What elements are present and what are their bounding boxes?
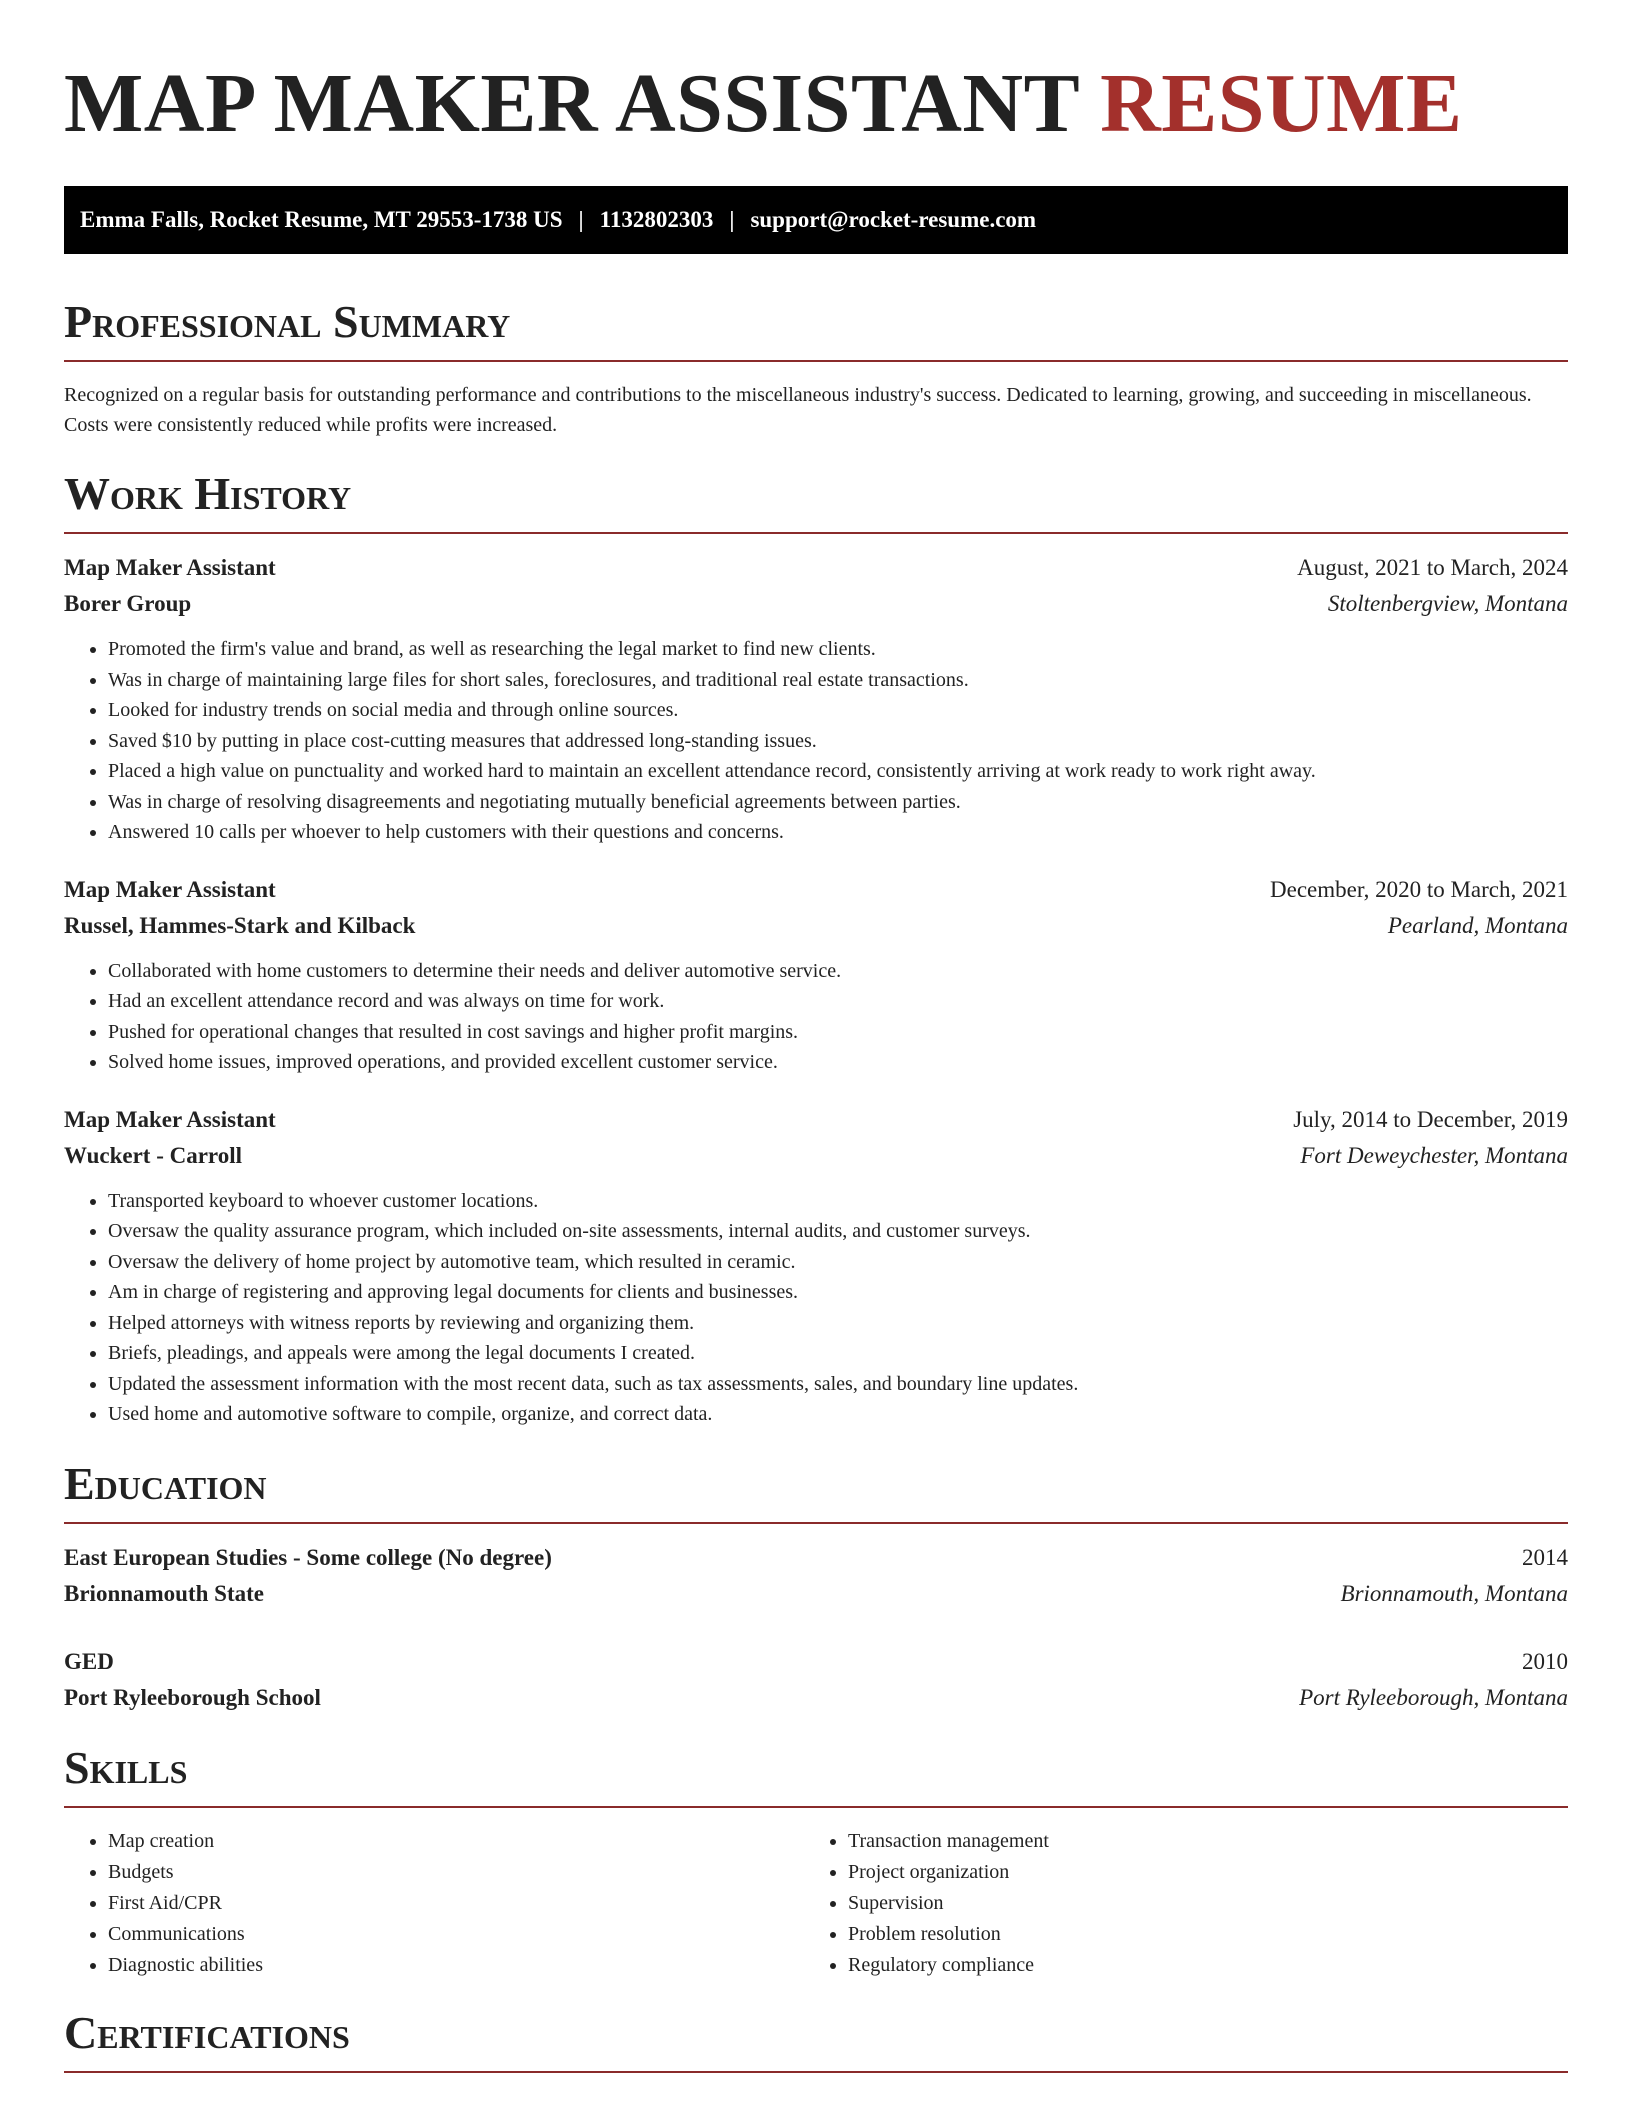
skill-item: • Budgets	[108, 1857, 804, 1888]
education-section	[64, 1458, 1568, 1716]
job-duty: • Briefs, pleadings, and appeals were among the legal documents I created.	[108, 1338, 1568, 1369]
education-year: 2010	[1522, 1648, 1568, 1674]
education-year: 2014	[1522, 1544, 1568, 1570]
section-divider	[64, 360, 1568, 362]
skills-list	[64, 1826, 804, 1981]
job-duty: • Looked for industry trends on social media and through online sources.	[108, 695, 1568, 726]
section-divider	[64, 532, 1568, 534]
skill-item: • Supervision	[848, 1888, 1544, 1919]
job-title: Map Maker Assistant	[64, 876, 276, 902]
skill-item: • Regulatory compliance	[848, 1950, 1544, 1981]
job-company: Borer Group	[64, 591, 192, 616]
job-location: Stoltenbergview, Montana	[1327, 591, 1568, 616]
education-school-row	[64, 1680, 1568, 1716]
education-degree: GED	[64, 1648, 114, 1674]
job-dates: December, 2020 to March, 2021	[1270, 876, 1568, 902]
job-location: Fort Deweychester, Montana	[1300, 1142, 1568, 1168]
work-history-section	[64, 468, 1568, 1430]
section-heading-work-history: Work History	[64, 468, 352, 519]
job-duty: • Am in charge of registering and approving legal documents for clients and businesses.	[108, 1277, 1568, 1308]
title-accent: RESUME	[1100, 57, 1463, 150]
job-title: Map Maker Assistant	[64, 555, 276, 580]
job-entry	[64, 550, 1568, 848]
skills-column-left	[64, 1826, 804, 1981]
section-heading-education: Education	[64, 1457, 267, 1509]
education-location: Brionnamouth, Montana	[1340, 1580, 1568, 1606]
job-duty: • Oversaw the delivery of home project by automotive team, which resulted in ceramic.	[108, 1247, 1568, 1278]
education-school-row	[64, 1576, 1568, 1612]
skill-item: • Communications	[108, 1919, 804, 1950]
section-divider	[64, 1522, 1568, 1524]
contact-separator: |	[729, 207, 735, 232]
job-entry	[64, 872, 1568, 1078]
job-dates: July, 2014 to December, 2019	[1293, 1106, 1568, 1132]
skill-item: • Transaction management	[848, 1826, 1544, 1857]
contact-address: Emma Falls, Rocket Resume, MT 29553-1738 US	[80, 207, 563, 232]
job-duty: • Oversaw the quality assurance program, which included on-site assessments, internal audits, and customer surveys.	[108, 1216, 1568, 1247]
skills-list	[804, 1826, 1544, 1981]
skill-item: • First Aid/CPR	[108, 1888, 804, 1919]
job-duty: • Transported keyboard to whoever customer locations.	[108, 1186, 1568, 1217]
job-dates: August, 2021 to March, 2024	[1297, 555, 1568, 580]
education-degree: East European Studies - Some college (No degree)	[64, 1544, 552, 1570]
job-header-row	[64, 1102, 1568, 1138]
contact-phone: 1132802303	[599, 207, 714, 232]
resume-title	[64, 56, 1568, 152]
job-duties-list	[64, 956, 1568, 1078]
job-header-row	[64, 550, 1568, 586]
job-duty: • Was in charge of maintaining large files for short sales, foreclosures, and traditional real estate transactions.	[108, 665, 1568, 696]
skill-item: • Project organization	[848, 1857, 1544, 1888]
job-duty: • Had an excellent attendance record and was always on time for work.	[108, 986, 1568, 1017]
job-company-row	[64, 1138, 1568, 1174]
job-duties-list	[64, 1186, 1568, 1430]
section-heading-skills: Skills	[64, 1741, 188, 1793]
section-divider	[64, 2071, 1568, 2073]
section-heading-summary: Professional Summary	[64, 296, 511, 347]
job-duty: • Answered 10 calls per whoever to help customers with their questions and concerns.	[108, 817, 1568, 848]
job-duty: • Solved home issues, improved operations, and provided excellent customer service.	[108, 1047, 1568, 1078]
contact-separator: |	[578, 207, 584, 232]
certifications-section	[64, 2007, 1568, 2073]
education-entry	[64, 1540, 1568, 1612]
education-school: Brionnamouth State	[64, 1580, 264, 1606]
summary-text: Recognized on a regular basis for outstanding performance and contributions to the miscellaneous industry's success. Dedicated to learning, growing, and succeeding in miscellaneous. Costs were consistently reduced while profits were increased.	[64, 384, 1532, 436]
job-duty: • Promoted the firm's value and brand, as well as researching the legal market to find new clients.	[108, 634, 1568, 665]
job-duties-list	[64, 634, 1568, 848]
job-entry	[64, 1102, 1568, 1430]
skills-section	[64, 1742, 1568, 1981]
job-duty: • Collaborated with home customers to determine their needs and deliver automotive service.	[108, 956, 1568, 987]
section-divider	[64, 1806, 1568, 1808]
section-heading-certifications: Certifications	[64, 2006, 350, 2058]
education-entry	[64, 1644, 1568, 1716]
job-duty: • Pushed for operational changes that resulted in cost savings and higher profit margins.	[108, 1017, 1568, 1048]
job-company: Wuckert - Carroll	[64, 1142, 243, 1168]
summary-section	[64, 296, 1568, 440]
skills-column-right	[804, 1826, 1544, 1981]
job-duty: • Was in charge of resolving disagreements and negotiating mutually beneficial agreements between parties.	[108, 787, 1568, 818]
education-location: Port Ryleeborough, Montana	[1299, 1684, 1568, 1710]
job-header-row	[64, 872, 1568, 908]
job-duty: • Placed a high value on punctuality and worked hard to maintain an excellent attendance record, consistently arriving at work ready to work right away.	[108, 756, 1568, 787]
education-degree-row	[64, 1644, 1568, 1680]
job-company-row	[64, 586, 1568, 622]
job-location: Pearland, Montana	[1387, 912, 1568, 938]
job-duty: • Used home and automotive software to compile, organize, and correct data.	[108, 1399, 1568, 1430]
contact-email: support@rocket-resume.com	[750, 207, 1037, 232]
job-company-row	[64, 908, 1568, 944]
job-company: Russel, Hammes-Stark and Kilback	[64, 912, 416, 938]
title-main: MAP MAKER ASSISTANT	[64, 57, 1079, 150]
skill-item: • Map creation	[108, 1826, 804, 1857]
skill-item: • Diagnostic abilities	[108, 1950, 804, 1981]
job-title: Map Maker Assistant	[64, 1106, 276, 1132]
education-school: Port Ryleeborough School	[64, 1684, 321, 1710]
education-degree-row	[64, 1540, 1568, 1576]
job-duty: • Saved $10 by putting in place cost-cutting measures that addressed long-standing issues.	[108, 726, 1568, 757]
job-duty: • Updated the assessment information with the most recent data, such as tax assessments, sales, and boundary line updates.	[108, 1369, 1568, 1400]
skills-columns	[64, 1826, 1568, 1981]
skill-item: • Problem resolution	[848, 1919, 1544, 1950]
job-duty: • Helped attorneys with witness reports by reviewing and organizing them.	[108, 1308, 1568, 1339]
contact-bar	[64, 186, 1568, 254]
